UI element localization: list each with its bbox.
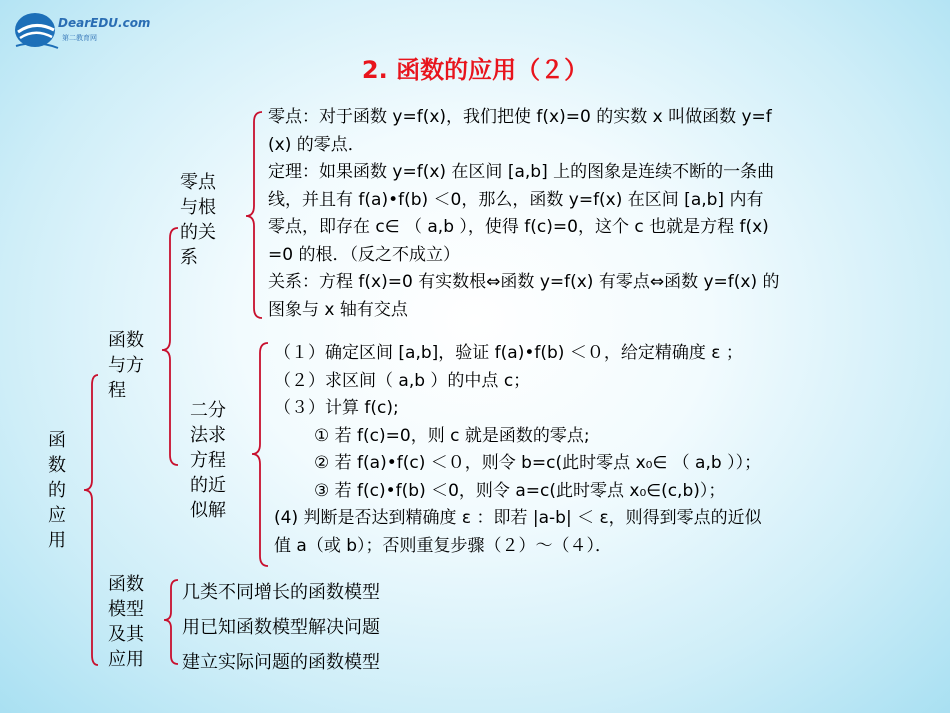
logo-subtitle: 第二教育网 (62, 34, 97, 42)
sub2-line: ③ 若 f(c)•f(b) ＜0，则令 a=c(此时零点 x₀∈(c,b)）； (314, 480, 726, 501)
branch2-label: 函数 模型 及其 应用 (108, 574, 144, 670)
page-title: 2. 函数的应用（２） (361, 56, 589, 84)
sub2-line: 值 a（或 b）；否则重复步骤（２）～（４）． (274, 535, 613, 556)
branch1-label: 函数 与方 程 (108, 330, 144, 401)
branch2-item: 几类不同增长的函数模型 (182, 582, 380, 603)
sub1-line: =0 的根．（反之不成立） (268, 244, 460, 265)
sub1-line: 定理：如果函数 y=f(x) 在区间 [a,b] 上的图象是连续不断的一条曲 (268, 162, 775, 182)
sub2-line: （１）确定区间 [a,b]，验证 f(a)•f(b) ＜０，给定精确度 ε ； (274, 343, 743, 363)
branch2-item: 用已知函数模型解决问题 (182, 617, 380, 638)
sub1-line: 零点，即存在 c∈ （ a,b ），使得 f(c)=0，这个 c 也就是方程 f(x) (268, 217, 769, 237)
sub1-line: 零点：对于函数 y=f(x)，我们把使 f(x)=0 的实数 x 叫做函数 y=f (268, 107, 772, 127)
sub1-label: 零点 与根 的关 系 (180, 172, 216, 268)
sub1-brace (246, 112, 262, 318)
branch2-item: 建立实际问题的函数模型 (182, 652, 380, 673)
sub1-line: 线，并且有 f(a)•f(b) ＜0，那么，函数 y=f(x) 在区间 [a,b] 内有 (268, 189, 764, 210)
sub1-content (268, 104, 780, 324)
sub2-line: ② 若 f(a)•f(c) ＜０，则令 b=c(此时零点 x₀∈ （ a,b ））； (314, 453, 762, 473)
sub2-line: ① 若 f(c)=0，则 c 就是函数的零点; (314, 425, 590, 446)
sub1-line: (x) 的零点． (268, 134, 365, 155)
sub2-line: (4) 判断是否达到精确度 ε ：即若 |a-b| ＜ ε，则得到零点的近似 (274, 508, 762, 528)
branch2-brace (164, 580, 178, 664)
root-label: 函 数 的 应 用 (48, 430, 66, 551)
sub2-line: （３）计算 f(c); (274, 398, 399, 418)
branch1-brace (162, 228, 178, 465)
logo-brand: DearEDU.com (58, 16, 151, 30)
sub2-brace (252, 343, 268, 566)
sub1-line: 图象与 x 轴有交点 (268, 299, 408, 320)
sub1-line: 关系：方程 f(x)=0 有实数根⇔函数 y=f(x) 有零点⇔函数 y=f(x) 的 (268, 272, 780, 292)
root-brace (84, 375, 98, 665)
sub2-label: 二分 法求 方程 的近 似解 (190, 400, 226, 521)
sub2-content (274, 340, 762, 560)
sub2-line: （２）求区间（ a,b ）的中点 c； (274, 370, 531, 391)
branch2-items (182, 575, 380, 680)
